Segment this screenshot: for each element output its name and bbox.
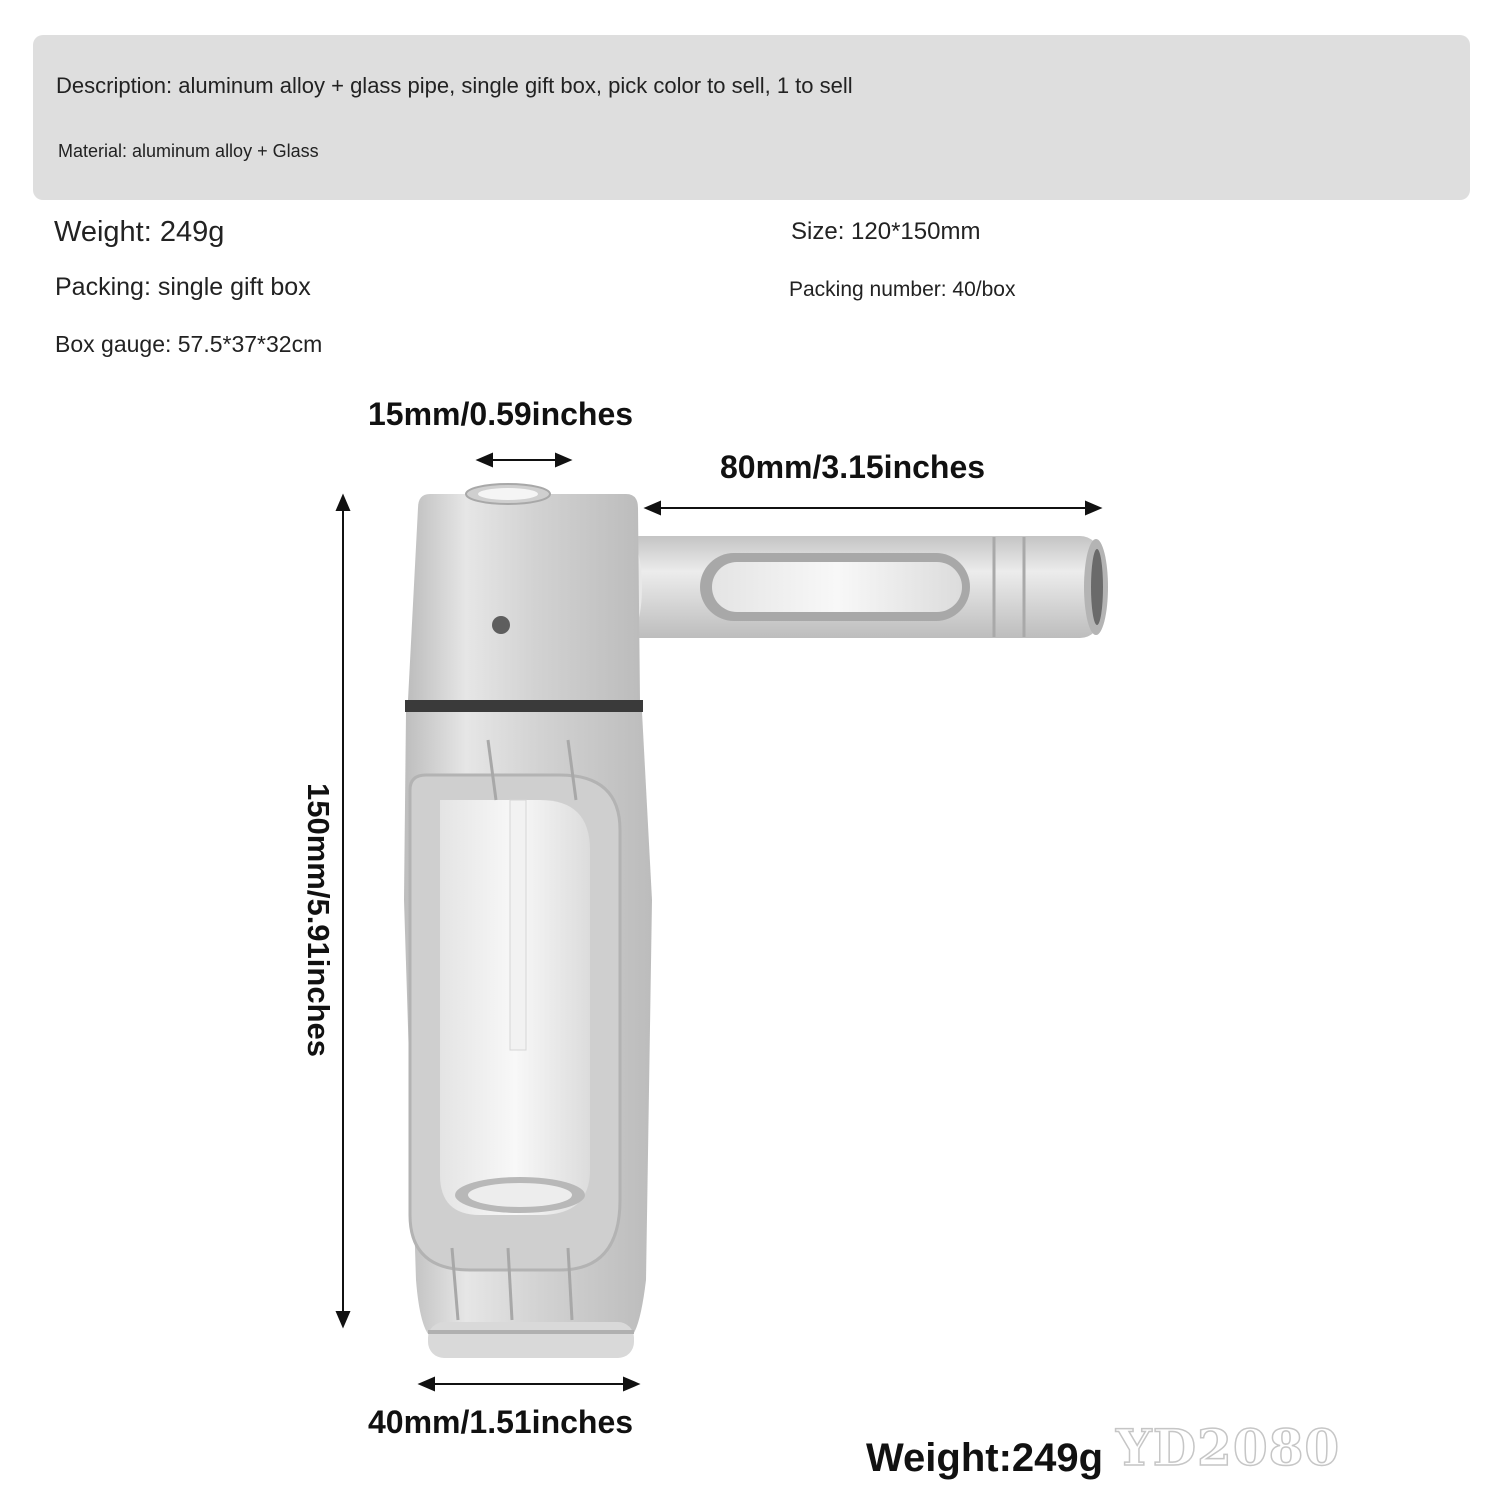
pipe-stem: [614, 536, 1108, 638]
pipe-head: [405, 484, 643, 712]
packing-number-spec: Packing number: 40/box: [789, 278, 1016, 301]
stem-dimension-label: 80mm/3.15inches: [720, 449, 986, 485]
bowl-dimension-label: 15mm/0.59inches: [368, 396, 634, 432]
base-dimension-label: 40mm/1.51inches: [368, 1404, 634, 1440]
size-spec: Size: 120*150mm: [791, 218, 981, 245]
pipe-body: [404, 712, 652, 1358]
bowl-dimension-arrow: [478, 454, 570, 466]
packing-spec: Packing: single gift box: [55, 273, 311, 301]
description-text: Description: aluminum alloy + glass pipe, single gift box, pick color to sell, 1 to sell: [56, 73, 853, 98]
model-watermark: YD2080: [1116, 1418, 1341, 1477]
height-dimension-label: 150mm/5.91inches: [301, 782, 336, 1058]
weight-caption: Weight:249g: [866, 1436, 1104, 1480]
height-dimension-arrow: [337, 496, 349, 1326]
base-dimension-arrow: [420, 1378, 638, 1390]
material-text: Material: aluminum alloy + Glass: [58, 141, 319, 161]
stem-dimension-arrow: [646, 502, 1100, 514]
box-gauge-spec: Box gauge: 57.5*37*32cm: [55, 331, 323, 357]
weight-spec: Weight: 249g: [54, 216, 225, 248]
